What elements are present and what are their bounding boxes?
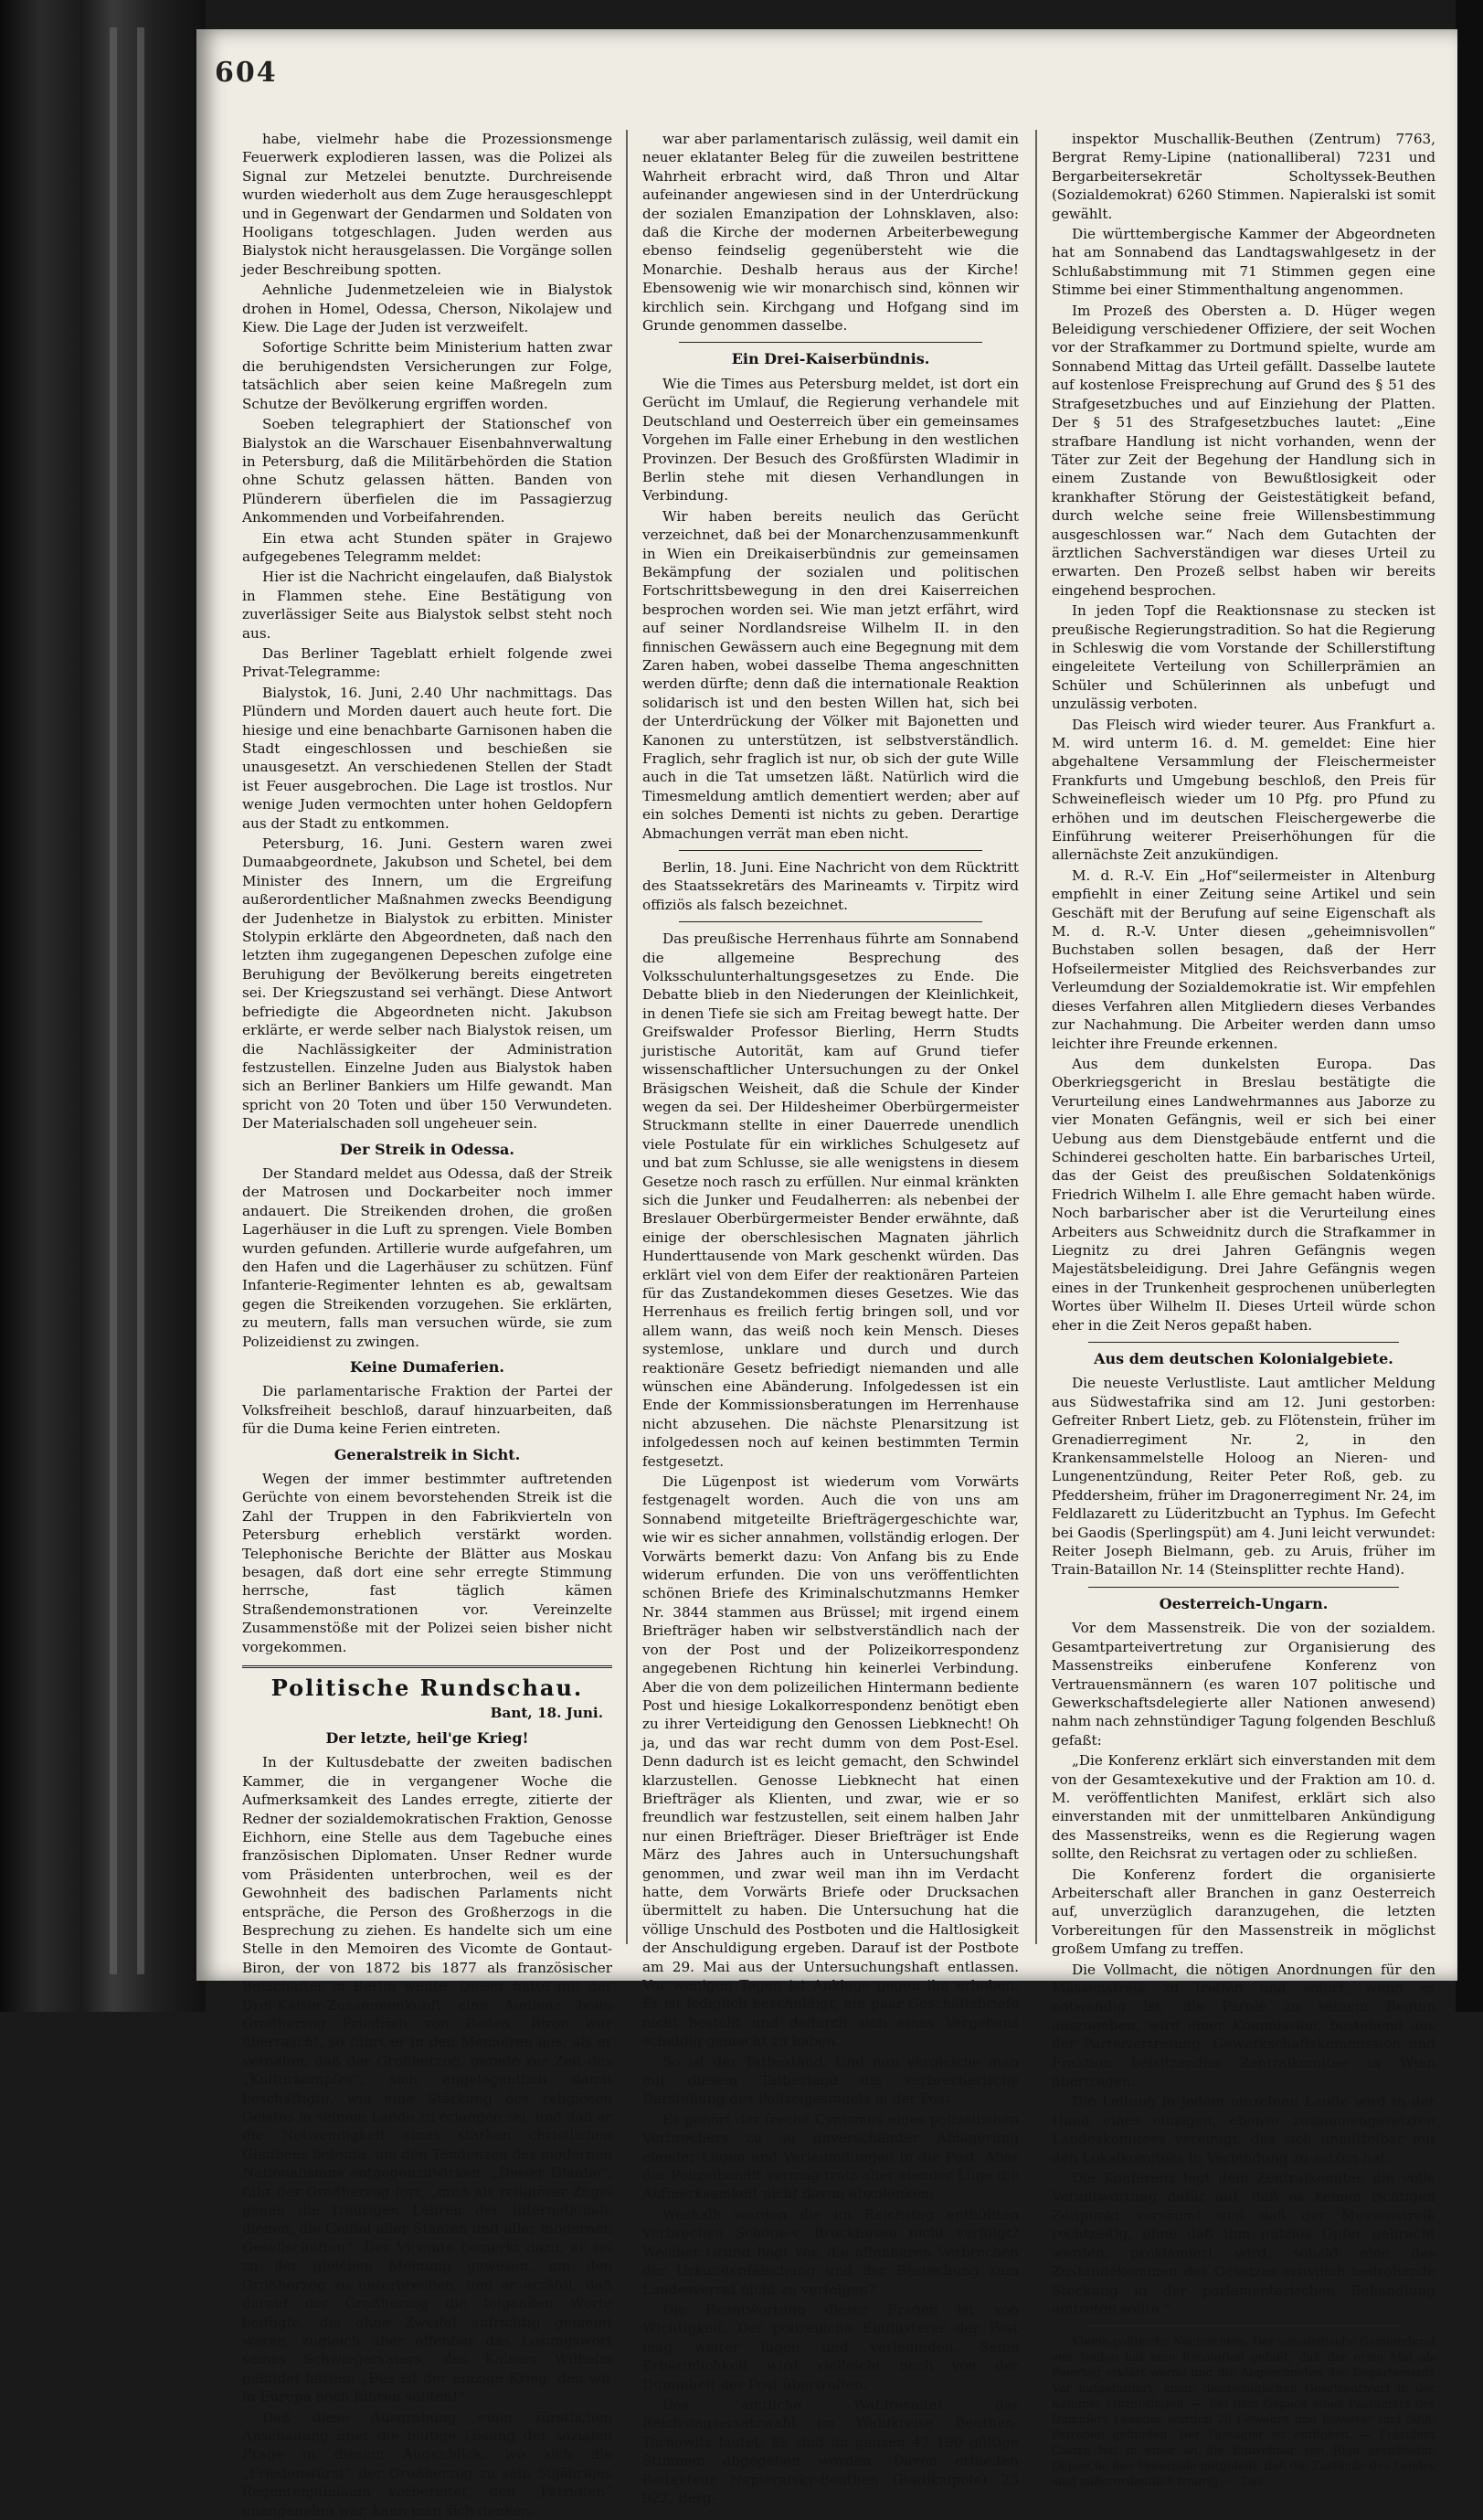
paragraph: So ist der Tatbestand. Und nun vergleiche man mit diesem Tatbestand die verbrecherische Darstellung des Polizeigesindels in der Post. bbox=[642, 2053, 1019, 2108]
section-heading: Aus dem deutschen Kolonialgebiete. bbox=[1094, 1350, 1393, 1367]
paragraph: Wegen der immer bestimmter auftretenden Gerüchte von einem bevorstehenden Streik ist die Zahl der Truppen in den Fabrikvierteln von Petersburg erheblich verstärkt worden. Telephonische Berichte der Blätter aus Moskau besagen, daß dort eine sehr erregte Stimmung herrsche, fast täglich kämen Straßendemonstrationen vor. Vereinzelte Zusammenstöße mit der Polizei seien bisher nicht vorgekommen. bbox=[242, 1471, 612, 1655]
paragraph-small: Kleine politische Nachrichten. Der sozialistische Gemeinderat von Toulon hat eine Resolution gefaßt, daß der erste Mai als Feiertag erklärt werde und die Abgeordneten des Departements Var aufgefordert, einen diesbezüglichen Gesetzentwurf in der Kammer einzubringen. — Bei dem Gepäck eines Passagiers des Dampfers Leander wurden 26 Gewehre und Revolver und 5000 Patronen gefunden. Der Passagier ist entflohen. — Präsident Castro hat in einer an die Einwohner von Riga gerichteten Depesche den Venezuela mitgeteilt, daß die Zustände des Landes sind außerordentlich traurig. — Das bbox=[1052, 2334, 1435, 2489]
paragraph: war aber parlamentarisch zulässig, weil damit ein neuer eklatanter Beleg für die zuweilen bestrittene Wahrheit erbracht wird, daß Thron und Altar aufeinander angewiesen sind in der Unterdrückung der sozialen Emanzipation der Lohnsklaven, also: daß die Kirche der modernen Arbeiterbewegung ebenso feindselig gegenübersteht wie die Monarchie. Deshalb heraus aus der Kirche! Ebensowenig wie wir monarchisch sind, können wir kirchlich sein. Kirchgang und Hofgang sind im Grunde genommen dasselbe. bbox=[642, 131, 1019, 335]
separator bbox=[1088, 1342, 1399, 1343]
section-heading: Oesterreich-Ungarn. bbox=[1159, 1594, 1329, 1612]
separator bbox=[1088, 1587, 1399, 1588]
paragraph: Daß diese Ausgrabung einer fürstlichen Anschauung über die blutige Lösung der sozialen Frage in diesem Augenblick, wo sich die „Friedensfürst“ der Großherzog zu sein 50jähriges Regentenjubiläum vorbereitet, den „Patrioten“ unangenehm war, kann man sich denken. bbox=[242, 2408, 612, 2519]
paragraph: „Die Konferenz erklärt sich einverstanden mit dem von der Gesamtexekutive und der Fraktion am 10. d. M. veröffentlichten Manifest, erklärt sich also einverstanden mit der unmittelbaren Ankündigung des Massenstreiks, wenn es die Regierung wagen sollte, den Reichsrat zu vertagen oder zu schließen. bbox=[1052, 1752, 1435, 1863]
dateline: Bant, 18. Juni. bbox=[490, 1704, 603, 1721]
paragraph: Das Fleisch wird wieder teurer. Aus Frankfurt a. M. wird unterm 16. d. M. gemeldet: Eine hier abgehaltene Versammlung der Fleischermeister Frankfurts und Umgebung beschloß, den Preis für Schweinefleisch wieder um 10 Pfg. pro Pfund zu erhöhen und im deutschen Fleischergewerbe die Einführung weiterer Preiserhöhungen für die allernächste Zeit anzukündigen. bbox=[1052, 716, 1435, 864]
article-heading: Der letzte, heil'ge Krieg! bbox=[325, 1728, 529, 1747]
book-spine bbox=[0, 0, 206, 2012]
paragraph: Es gehört der freche Cynismus eines polizeilichen Verbrechers zu so unverschämter Ablagerung elender Lügen und Verleumdungen in die Post. Aber der Polizeibandit vermag trotz aller elender Lüge die Aufmerksamkeit nicht davon abzulenken: bbox=[642, 2111, 1019, 2203]
paragraph: Das amtliche Wahlresultat der Reichstagsersatzwahl im Wahlkreise Beuthen-Tarnowitz lautet: Es sind im ganzen 47 190 gültige Stimmen abgegeben worden. Davon erhielten Redakteur Napieralsky-Beuthen (Radikalpole) 25 922, Berg- bbox=[642, 2396, 1019, 2506]
paragraph: Die Konferenz legt dem Zentralkomitee die volle Verantwortung dafür auf, daß es keinen richtigen Zeitpunkt versäumt und daß der Massenstreik rechtzeitig, ohne daß ihm nutzlos Opfer gebracht werden, proklamiert wird, sobald eine das Zustandekommen des Gesetzes ernstlich bedrohende Stockung in der parlamentarischen Behandlung eintreten sollte.“ bbox=[1052, 2170, 1435, 2317]
paragraph: Berlin, 18. Juni. Eine Nachricht von dem Rücktritt des Staatssekretärs des Marineamts v. Tirpitz wird offiziös als falsch bezeichnet. bbox=[642, 859, 1019, 913]
paragraph: Aehnliche Judenmetzeleien wie in Bialystok drohen in Homel, Odessa, Cherson, Nikolajew und Kiew. Die Lage der Juden ist verzweifelt. bbox=[242, 282, 612, 336]
column-rule bbox=[626, 130, 628, 1944]
paragraph: Die Beantwortung dieser Fragen ist von Wichtigkeit. Der polizeiliche Einflüsterer der Post mag weiter lügen und verleumden. Seine Erbärmlichkeit wird vielleicht noch von der Dummheit der Post übertroffen. bbox=[642, 2301, 1019, 2393]
separator bbox=[679, 850, 982, 851]
paragraph: Petersburg, 16. Juni. Gestern waren zwei Dumaabgeordnete, Jakubson und Schetel, bei dem Minister des Innern, um die Ergreifung außerordentlicher Maßnahmen zwecks Beendigung der Judenhetze in Bialystok zu erbitten. Minister Stolypin erklärte den Abgeordneten, daß nach den letzten ihm zugegangenen Depeschen zufolge eine Beruhigung der Bevölkerung bereits eingetreten sei. Der Kriegszustand sei verhängt. Diese Antwort befriedigte die Abgeordneten nicht. Jakubson erklärte, er werde selber nach Bialystok reisen, um die Nachlässigkeiter der Administration festzustellen. Einzelne Juden aus Bialystok haben sich an Berliner Bankiers um Hilfe gewandt. Man spricht von 20 Toten und über 150 Verwundeten. Der Materialschaden soll ungeheuer sein. bbox=[242, 835, 612, 1132]
paragraph: Im Prozeß des Obersten a. D. Hüger wegen Beleidigung verschiedener Offiziere, der seit Wochen vor der Strafkammer zu Dortmund spielte, wurde am Sonnabend Mittag das Urteil gefällt. Dasselbe lautete auf kostenlose Freisprechung auf Grund des § 51 des Strafgesetzbuches und auf Einziehung der Platten. Der § 51 des Strafgesetzbuches lautet: „Eine strafbare Handlung ist nicht vorhanden, wenn der Täter zur Zeit der Begehung der Handlung sich in einem Zustande von Bewußtlosigkeit oder krankhafter Störung der Geistestätigkeit befand, durch welche seine freie Willensbestimmung ausgeschlossen war.“ Nach dem Gutachten der ärztlichen Sachverständigen war dieses Urteil zu erwarten. Den Prozeß selbst haben wir bereits eingehend besprochen. bbox=[1052, 302, 1435, 599]
spine-stripe bbox=[110, 27, 117, 1974]
paragraph: Soeben telegraphiert der Stationschef von Bialystok an die Warschauer Eisenbahnverwaltung in Petersburg, daß die Militärbehörden die Station ohne Schutz gelassen hätten. Banden von Plünderern überfielen die im Passagierzug Ankommenden und Vorbeifahrenden. bbox=[242, 416, 612, 526]
paragraph: Die Leitung in jedem einzelnen Lande wird in der Hand eines einzigen, ebenso zusammengesetzten Landeskomitees vereinigt, das sich unmittelbar mit den Lokalkomitees in Verbindung zu setzen hat. bbox=[1052, 2093, 1435, 2166]
separator bbox=[1088, 2325, 1399, 2326]
page-number: 604 bbox=[215, 57, 278, 89]
paragraph: Die württembergische Kammer der Abgeordneten hat am Sonnabend das Landtagswahlgesetz in der Schlußabstimmung mit 71 Stimmen gegen eine Stimme bei einer Stimmenthaltung angenommen. bbox=[1052, 226, 1435, 299]
separator bbox=[679, 342, 982, 343]
section-heading: Der Streik in Odessa. bbox=[340, 1140, 514, 1158]
paragraph: Die Konferenz fordert die organisierte Arbeiterschaft aller Branchen in ganz Oesterreich auf, unverzüglich daranzugehen, die letzten Vorbereitungen für den Massenstreik in möglichst großem Umfang zu treffen. bbox=[1052, 1866, 1435, 1958]
paragraph: Weshalb werden die im Reichstag enthüllten Verbrechen Schöne-v. Brockhusen nicht verfolgt? Welcher Grund liegt vor, die offenbaren Verbrechen der Urkundenfälschung und der Bestechung zum Landesverrat nicht zu verfolgen? bbox=[642, 2206, 1019, 2298]
section-heading: Generalstreik in Sicht. bbox=[334, 1445, 521, 1463]
paragraph: In der Kultusdebatte der zweiten badischen Kammer, die in vergangener Woche die Aufmerksamkeit des Landes erregte, zitierte der Redner der sozialdemokratischen Fraktion, Genosse Eichhorn, eine Stelle aus dem Tagebuche eines französischen Diplomaten. Unser Redner wurde vom Präsidenten unterbrochen, weil es der Gewohnheit des badischen Parlaments nicht entspräche, die Person des Großherzogs in die Besprechung zu ziehen. Es handelte sich um eine Stelle in den Memoiren des Vicomte de Gontaut-Biron, der von 1872 bis 1877 als französischer Botschafter in Berlin weilte. Dieser hatte mit der Drei-Kaiser-Zusammenkunft eine Audienz beim Großherzog Friedrich von Baden. Biron war überrascht, so führt er in den Memoiren aus, als er vernahm, daß der Großherzog, gerade zur Zeit des „Kulturkampfes“, sich angelegentlich damit beschäftigte, wie eine Stärkung des religiösen Geistes in seinem Lande zu erlangen sei, und daß er die Notwendigkeit eines starken christlichen Glaubens betonte, um den Tendenzen des modernen Nationalismus entgegenzuwirken. „Dieser Glaube“, fuhr der Großherzog fort, „muß als religiöser Zügel gegen die traurigen Lehren der Internationale dienen, die Geißel aller Staaten und aller modernen Gesellschaften“. Der Vicomte bemerkt dazu, er sei zu der gleichen Meinung gewesen, um den Großherzog zu unterbrechen, und er erzählt, daß darauf der Großherzog die folgenden Worte beifügte, die ohne Zweifel aufrichtig gemeint waren, zugleich aber offenbar das Losungswort seines Schwiegervaters, des Kaisers Wilhelm gebildet hätten: „Das ist der einzige Krieg, den wir in Europa noch führen sollten!“ bbox=[242, 1754, 612, 2406]
paragraph: In jeden Topf die Reaktionsnase zu stecken ist preußische Regierungstradition. So hat die Regierung in Schleswig die vom Vorstande der Schillerstiftung eingeleitete Verteilung von Schillerprämien an Schüler und Schülerinnen als unbefugt und unzulässig verboten. bbox=[1052, 602, 1435, 713]
column-rule bbox=[1035, 130, 1037, 1944]
paragraph: Das Berliner Tageblatt erhielt folgende zwei Privat-Telegramme: bbox=[242, 644, 612, 681]
column-3 bbox=[1052, 130, 1435, 2489]
separator bbox=[679, 921, 982, 922]
section-heading: Ein Drei-Kaiserbündnis. bbox=[731, 350, 930, 368]
paragraph: Wie die Times aus Petersburg meldet, ist dort ein Gerücht im Umlauf, die Regierung verhandele mit Deutschland und Oesterreich über ein gemeinsames Vorgehen im Falle einer Erhebung in den westlichen Provinzen. Der Besuch des Großfürsten Wladimir in Berlin stehe mit diesen Verhandlungen in Verbindung. bbox=[642, 375, 1019, 505]
newspaper-page bbox=[196, 29, 1457, 2519]
column-1 bbox=[242, 130, 612, 2519]
paragraph: Vor dem Massenstreik. Die von der sozialdem. Gesamtparteivertretung zur Organisierung des Massenstreiks einberufene Konferenz von Vertrauensmännern (es waren 107 politische und Gewerkschaftsdelegierte aller Nationen anwesend) nahm nach zehnstündiger Tagung folgenden Beschluß gefaßt: bbox=[1052, 1620, 1435, 1749]
paragraph: Aus dem dunkelsten Europa. Das Oberkriegsgericht in Breslau bestätigte die Verurteilung eines Landwehrmannes aus Jaborze zu vier Monaten Gefängnis, weil er sich bei einer Uebung aus dem Dienstgebäude entfernt und die Schinderei gescholten hatte. Ein barbarisches Urteil, das der Geist des preußischen Soldatenkönigs Friedrich Wilhelm I. alle Ehre gemacht haben würde. Noch barbarischer aber ist die Verurteilung eines Arbeiters aus Schweidnitz durch die Strafkammer in Liegnitz zu drei Jahren Gefängnis wegen Majestätsbeleidigung. Drei Jahre Gefängnis wegen eines in der Trunkenheit gesprochenen unüberlegten Wortes über Wilhelm II. Dieses Urteil würde schon eher in die Zeit Neros gepaßt haben. bbox=[1052, 1055, 1435, 1334]
paragraph: Die Vollmacht, die nötigen Anordnungen für den Massenstreik zu treffen und sofort, wenn es notwendig ist, die Parole zu seinem Beginn auszugeben, wird einer Kommission, bestehend aus der Parteivertretung, Gewerkschaftskommission und Fraktion beisitzenden Zentralkomitee in Wien übertragen. bbox=[1052, 1961, 1435, 2090]
paragraph: Ein etwa acht Stunden später in Grajewo aufgegebenes Telegramm meldet: bbox=[242, 529, 612, 565]
paragraph: Wir haben bereits neulich das Gerücht verzeichnet, daß bei der Monarchenzusammenkunft in Wien ein Dreikaiserbündnis zur gemeinsamen Bekämpfung der sozialen und politischen Fortschrittsbewegung in den drei Kaiserreichen besprochen worden sei. Wie man jetzt erfährt, wird auf seiner Nordlandsreise Wilhelm II. in den finnischen Gewässern auch eine Begegnung mit dem Zaren haben, wobei dasselbe Thema angeschnitten werden dürfte; denn daß die internationale Reaktion solidarisch ist und den besten Willen hat, sich bei der Unterdrückung der Völker mit Bajonetten und Kanonen zu unterstützen, ist selbstverständlich. Fraglich, sehr fraglich ist nur, ob sich der gute Wille auch in die Tat umsetzen läßt. Natürlich wird die Timesmeldung amtlich dementiert werden; aber auf ein solches Dementi ist nichts zu geben. Derartige Abmachungen verrät man eben nicht. bbox=[642, 507, 1019, 842]
paragraph: Sofortige Schritte beim Ministerium hatten zwar die beruhigendsten Versicherungen zur Folge, tatsächlich aber seien keine Maßregeln zum Schutze der Bevölkerung ergriffen worden. bbox=[242, 339, 612, 412]
paragraph: M. d. R.-V. Ein „Hof“seilermeister in Altenburg empfiehlt in einer Zeitung seine Artikel und sein Geschäft mit der Berufung auf seine Eigenschaft als M. d. R.-V. Unter diesen „geheimnisvollen“ Buchstaben sollen besagen, daß der Herr Hofseilermeister Mitglied des Reichsverbandes zur Verleumdung der Sozialdemokratie ist. Wir empfehlen dieses Verfahren allen Mitgliedern dieses Verbandes zur Nachahmung. Die Arbeiter werden dann umso leichter ihre Freunde erkennen. bbox=[1052, 867, 1435, 1052]
paragraph: inspektor Muschallik-Beuthen (Zentrum) 7763, Bergrat Remy-Lipine (nationalliberal) 7231 und Bergarbeitersekretär Scholtyssek-Beuthen (Sozialdemokrat) 6260 Stimmen. Napieralski ist somit gewählt. bbox=[1052, 131, 1435, 222]
section-heading: Keine Dumaferien. bbox=[350, 1358, 504, 1376]
paragraph: Das preußische Herrenhaus führte am Sonnabend die allgemeine Besprechung des Volksschulunterhaltungsgesetzes zu Ende. Die Debatte blieb in den Niederungen der Kleinlichkeit, in denen Tiefe sie sich am Freitag bewegt hatte. Der Greifswalder Professor Bierling, Herrn Studts juristische Autorität, kam auf Grund tiefer wissenschaftlicher Untersuchungen zu der Onkel Bräsigschen Weisheit, daß die Schule der Kinder wegen da sei. Der Hildesheimer Oberbürgermeister Struckmann stellte in einer Dauerrede unendlich viele Postulate für ein wirkliches Schulgesetz auf und bat zum Schlusse, sie alle wenigstens in diesem Gesetze noch rasch zu erfüllen. Nur einmal kränkten sich die Junker und Feudalherren: als nebenbei der Breslauer Oberbürgermeister Bender erwähnte, daß einige der oberschlesischen Magnaten jährlich Hunderttausende von Mark geschenkt würden. Das erklärt viel von dem Eifer der reaktionären Parteien für das Zustandekommen dieses Gesetzes. Wie das Herrenhaus es freilich fertig bringen soll, und vor allem wann, das weiß noch kein Mensch. Dieses systemlose, unklare und durch und durch reaktionäre Gesetz befriedigt niemanden und alle wünschen eine Abänderung. Infolgedessen ist ein Ende der Kommissionsberatungen im Herrenhause nicht abzusehen. Die nächste Plenarsitzung ist infolgedessen noch auf keinen bestimmten Termin festgesetzt. bbox=[642, 930, 1019, 1470]
column-2 bbox=[642, 130, 1019, 2506]
paragraph: Der Standard meldet aus Odessa, daß der Streik der Matrosen und Dockarbeiter noch immer andauert. Die Streikenden drohen, die großen Lagerhäuser in die Luft zu sprengen. Viele Bomben wurden gefunden. Artillerie wurde aufgefahren, um den Hafen und die Lagerhäuser zu schützen. Fünf Infanterie-Regimenter lehnten es ab, gewaltsam gegen die Streikenden vorzugehen. Sie erklärten, zu meutern, falls man versuchen würde, sie zum Polizeidienst zu zwingen. bbox=[242, 1164, 612, 1350]
paragraph: Bialystok, 16. Juni, 2.40 Uhr nachmittags. Das Plündern und Morden dauert auch heute fort. Die hiesige und eine benachbarte Garnisonen haben die Stadt eingeschlossen und beschießen sie unausgesetzt. An verschiedenen Stellen der Stadt ist Feuer ausgebrochen. Die Lage ist trostlos. Nur wenige Juden vermochten unter hohen Geldopfern aus der Stadt zu entkommen. bbox=[242, 684, 612, 832]
paragraph: Hier ist die Nachricht eingelaufen, daß Bialystok in Flammen stehe. Eine Bestätigung von zuverlässiger Seite aus Bialystok selbst steht noch aus. bbox=[242, 569, 612, 642]
paragraph: Die Lügenpost ist wiederum vom Vorwärts festgenagelt worden. Auch die von uns am Sonnabend mitgeteilte Briefträgergeschichte war, wie wir es sicher annahmen, vollständig erlogen. Der Vorwärts bemerkt dazu: Von Anfang bis zu Ende widerum erfunden. Die von uns veröffentlichten schönen Briefe des Kriminalschutzmanns Hemker Nr. 3844 stammen aus Brüssel; mit irgend einem Briefträger haben wir selbstverständlich nach der von der Post und der Polizeikorrespondenz angegebenen Richtung hin keinerlei Verbindung. Aber die von dem polizeilichen Hintermann bediente Post und hiesige Lokalkorrespondenz benötigt eben zu ihrer Verteidigung den Genossen Liebknecht! Oh ja, und das war recht dumm von dem Post-Esel. Denn dadurch ist es leicht gemacht, den Schwindel klarzustellen. Genosse Liebknecht hat einen Briefträger als Klienten, und zwar, wie er so freundlich war festzustellen, seit einem halben Jahr nur einen Briefträger. Dieser Briefträger ist Ende März des Jahres auch in Untersuchungshaft genommen, und zwar weil man ihn im Verdacht hatte, dem Vorwärts Briefe oder Drucksachen übermittelt zu haben. Die Untersuchung hat die völlige Unschuld des Postboten und die Haltlosigkeit der Anschuldigung ergeben. Darauf ist der Postbote am 29. Mai aus der Untersuchungshaft entlassen. Vor wenigen Tagen ist Anklage gegen ihn erhoben. Er ist lediglich beschuldigt, ein paar Geschäftsbriefe nicht bestellt und dadurch sich eines Vergehens schuldig gemacht zu haben. bbox=[642, 1473, 1019, 2050]
paragraph: Die neueste Verlustliste. Laut amtlicher Meldung aus Südwestafrika sind am 12. Juni gestorben: Gefreiter Rnbert Lietz, geb. zu Flötenstein, früher im Grenadierregiment Nr. 2, in den Krankensammelstelle Holoog an Nieren- und Lungenentzündung, Reiter Peter Roß, geb. zu Pfeddersheim, früher im Dragonerregiment Nr. 24, im Feldlazarett zu Lüderitzbucht an Typhus. Im Gefecht bei Gaodis (Sperlingspüt) am 4. Juni leicht verwundet: Reiter Joseph Bielmann, geb. zu Aruis, früher im Train-Bataillon Nr. 14 (Steinsplitter rechte Hand). bbox=[1052, 1375, 1435, 1579]
right-binding-edge bbox=[1456, 0, 1483, 2012]
section-divider bbox=[242, 1665, 612, 1668]
paragraph: habe, vielmehr habe die Prozessionsmenge Feuerwerk explodieren lassen, was die Polizei als Signal zur Metzelei benutzte. Durchreisende wurden wiederholt aus dem Zuge herausgeschleppt und in Gegenwart der Gendarmen und Soldaten von Hooligans totgeschlagen. Juden werden aus Bialystok nicht herausgelassen. Die Vorgänge sollen jeder Beschreibung spotten. bbox=[242, 131, 612, 278]
section-title: Politische Rundschau. bbox=[270, 1675, 584, 1702]
paragraph: Die parlamentarische Fraktion der Partei der Volksfreiheit beschloß, darauf hinzuarbeiten, daß für die Duma keine Ferien eintreten. bbox=[242, 1383, 612, 1438]
spine-stripe bbox=[137, 27, 144, 1974]
